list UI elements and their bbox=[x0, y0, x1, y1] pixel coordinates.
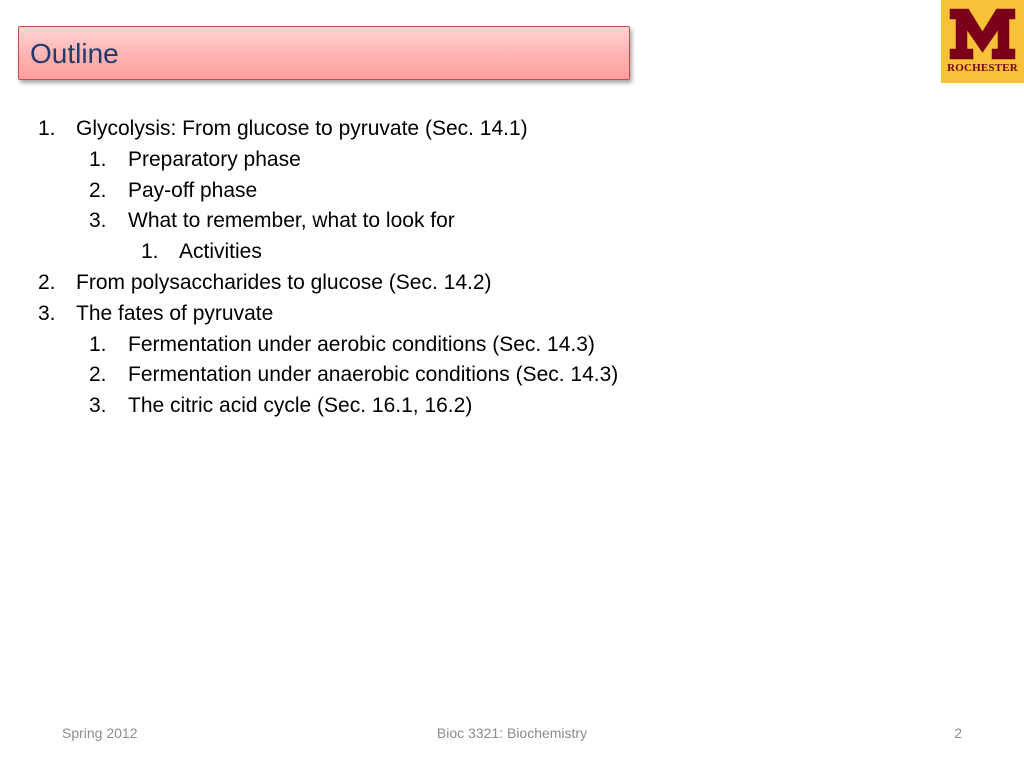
outline-item bbox=[0, 330, 1024, 361]
outline-item-number: 3. bbox=[89, 209, 107, 233]
outline-item bbox=[0, 206, 1024, 237]
outline-item-text: Fermentation under aerobic conditions (Sec. 14.3) bbox=[128, 332, 595, 356]
outline-item-number: 1. bbox=[141, 240, 159, 264]
outline-item-text: Pay-off phase bbox=[128, 178, 258, 202]
outline-item-number: 1. bbox=[38, 117, 56, 140]
outline-item-number: 1. bbox=[89, 332, 107, 356]
outline-item-text: The fates of pyruvate bbox=[76, 301, 274, 325]
block-m-logo-icon bbox=[947, 6, 1018, 62]
outline-item-number: 3. bbox=[89, 394, 107, 418]
outline-item bbox=[0, 145, 1024, 176]
outline-item bbox=[0, 176, 1024, 207]
outline-item-text: Fermentation under anaerobic conditions (Sec. 14.3) bbox=[128, 363, 619, 387]
footer-date: Spring 2012 bbox=[62, 725, 138, 741]
outline-item-text: Activities bbox=[179, 240, 262, 264]
title-box bbox=[18, 26, 630, 80]
outline-item bbox=[0, 268, 1024, 299]
outline-item-number: 2. bbox=[38, 270, 56, 294]
outline-item bbox=[0, 237, 1024, 268]
outline-item-number: 3. bbox=[38, 301, 56, 325]
university-logo bbox=[941, 0, 1024, 83]
outline-item-text: The citric acid cycle (Sec. 16.1, 16.2) bbox=[128, 394, 473, 418]
outline-item bbox=[0, 299, 1024, 330]
outline-item-text: What to remember, what to look for bbox=[128, 209, 455, 233]
outline-item bbox=[0, 360, 1024, 391]
logo-text: ROCHESTER bbox=[947, 62, 1018, 74]
outline-item-text: Preparatory phase bbox=[128, 147, 301, 171]
outline-item-number: 1. bbox=[89, 147, 107, 171]
outline-item-text: From polysaccharides to glucose (Sec. 14.2) bbox=[76, 270, 492, 294]
slide-title: Outline bbox=[30, 38, 119, 69]
slide-number: 2 bbox=[954, 725, 962, 741]
outline-item-number: 2. bbox=[89, 178, 107, 202]
outline-item-number: 2. bbox=[89, 363, 107, 387]
footer-course: Bioc 3321: Biochemistry bbox=[436, 725, 588, 741]
outline-item bbox=[0, 114, 1024, 145]
outline-list bbox=[0, 114, 1024, 422]
outline-item-text: Glycolysis: From glucose to pyruvate (Sec. 14.1) bbox=[76, 117, 528, 140]
outline-item bbox=[0, 391, 1024, 422]
